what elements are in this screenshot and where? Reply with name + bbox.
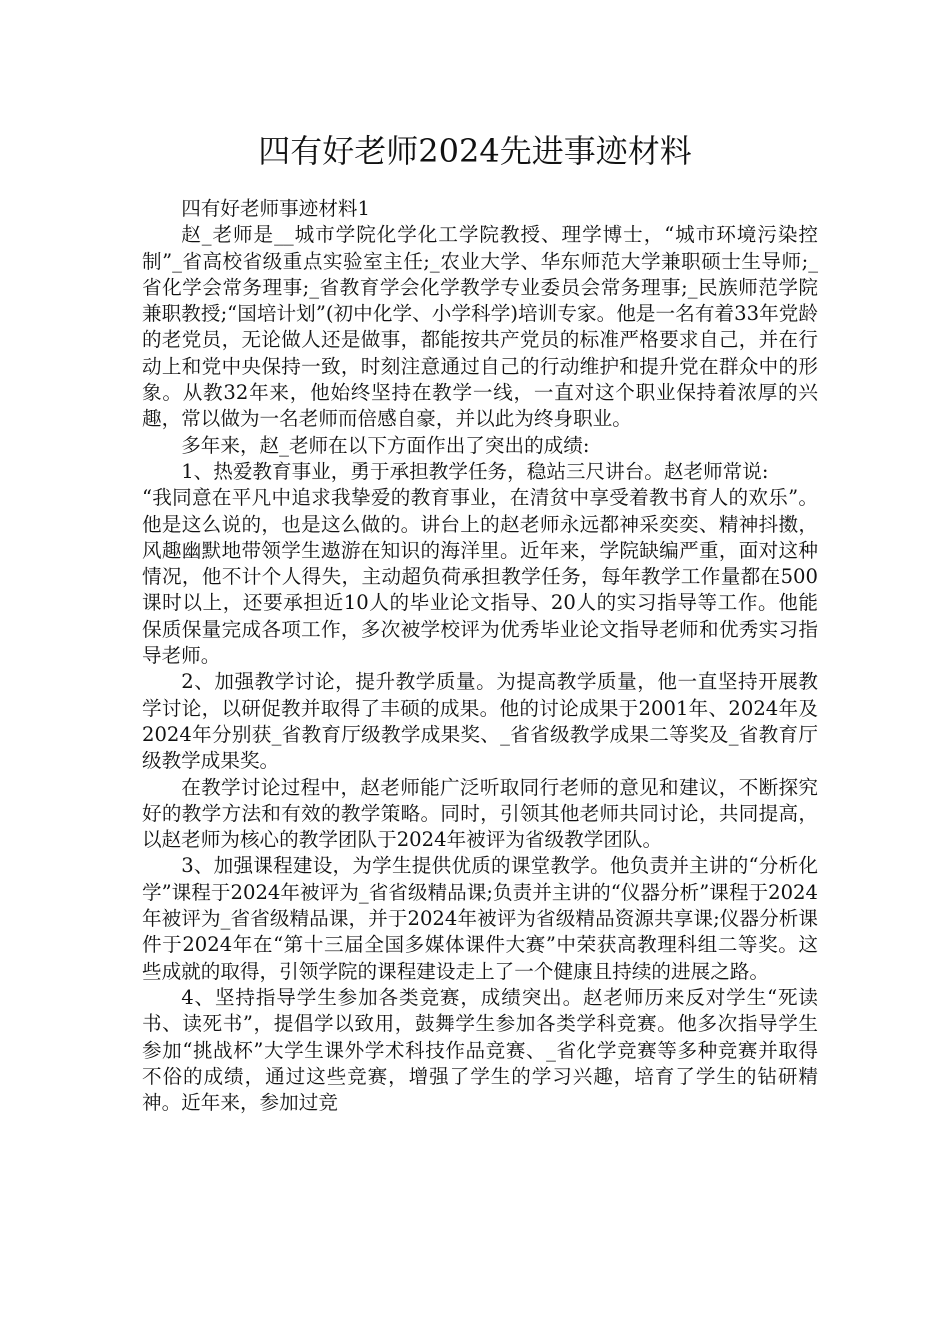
body-paragraph: 2、加强教学讨论，提升教学质量。为提高教学质量，他一直坚持开展教学讨论，以研促教并取得了丰硕的成果。他的讨论成果于2001年、2024年及2024年分别获_省教育厅级教学成果奖、_省省级教学成果二等奖及_省教育厅级教学成果奖。 [142,670,818,773]
body-paragraph: 4、坚持指导学生参加各类竞赛，成绩突出。赵老师历来反对学生“死读书、读死书”，提倡学以致用，鼓舞学生参加各类学科竞赛。他多次指导学生参加“挑战杯”大学生课外学术科技作品竞赛、_省化学竞赛等多种竞赛并取得不俗的成绩，通过这些竞赛，增强了学生的学习兴趣，培育了学生的钻研精神。近年来，参加过竞 [142,985,818,1115]
body-paragraph: 赵_老师是__城市学院化学化工学院教授、理学博士，“城市环境污染控制”_省高校省级重点实验室主任;_农业大学、华东师范大学兼职硕士生导师;_省化学会常务理事;_省教育学会化学教学专业委员会常务理事;_民族师范学院兼职教授;“国培计划”(初中化学、小学科学)培训专家。他是一名有着33年党龄的老党员，无论做人还是做事，都能按共产党员的标准严格要求自己，并在行动上和党中央保持一致，时刻注意通过自己的行动维护和提升党在群众中的形象。从教32年来，他始终坚持在教学一线，一直对这个职业保持着浓厚的兴趣，常以做为一名老师而倍感自豪，并以此为终身职业。 [142,223,818,431]
body-paragraph: 在教学讨论过程中，赵老师能广泛听取同行老师的意见和建议，不断探究好的教学方法和有效的教学策略。同时，引领其他老师共同讨论，共同提高，以赵老师为核心的教学团队于2024年被评为省级教学团队。 [142,775,818,852]
body-paragraph: 3、加强课程建设，为学生提供优质的课堂教学。他负责并主讲的“分析化学”课程于2024年被评为_省省级精品课;负责并主讲的“仪器分析”课程于2024年被评为_省省级精品课，并于2024年被评为省级精品资源共享课;仪器分析课件于2024年在“第十三届全国多媒体课件大赛”中荣获高教理科组二等奖。这些成就的取得，引领学院的课程建设走上了一个健康且持续的进展之路。 [142,854,818,983]
document-title: 四有好老师2024先进事迹材料 [258,132,692,170]
document-body [142,196,818,1116]
section-heading: 四有好老师事迹材料1 [181,197,370,220]
body-paragraph: 多年来，赵_老师在以下方面作出了突出的成绩: [181,433,590,457]
body-paragraph: “我同意在平凡中追求我挚爱的教育事业，在清贫中享受着教书育人的欢乐”。他是这么说的，也是这么做的。讲台上的赵老师永远都神采奕奕、精神抖擞，风趣幽默地带领学生遨游在知识的海洋里。近年来，学院缺编严重，面对这种情况，他不计个人得失，主动超负荷承担教学任务，每年教学工作量都在500课时以上，还要承担近10人的毕业论文指导、20人的实习指导等工作。他能保质保量完成各项工作，多次被学校评为优秀毕业论文指导老师和优秀实习指导老师。 [142,486,818,668]
body-paragraph: 1、热爱教育事业，勇于承担教学任务，稳站三尺讲台。赵老师常说: [181,459,769,483]
